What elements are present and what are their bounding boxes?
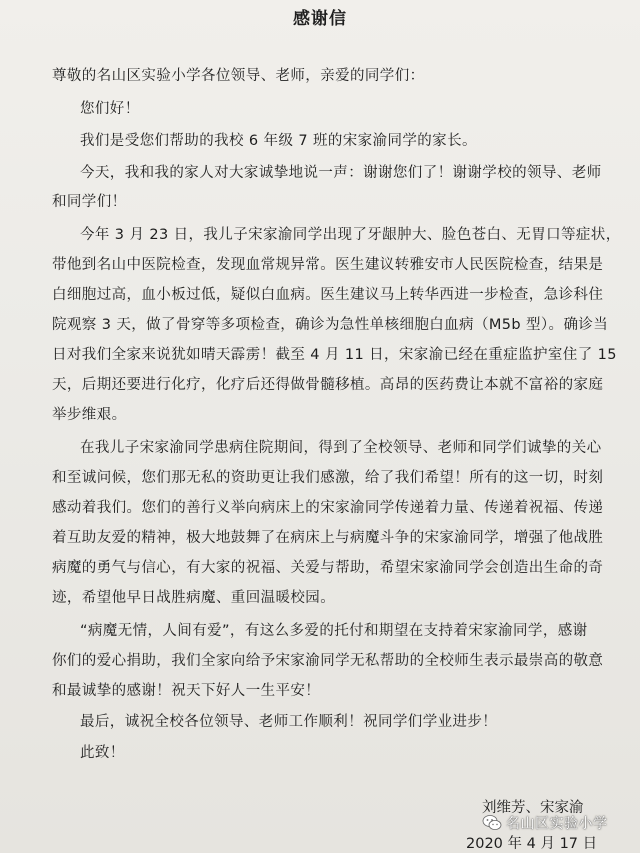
body-line: “病魔无情，人间有爱”，有这么多爱的托付和期望在支持着宋家渝同学，感谢 xyxy=(80,623,588,639)
body-line: 你们的爱心捐助，我们全家向给予宋家渝同学无私帮助的全校师生表示最崇高的敬意 xyxy=(52,653,604,669)
body-line: 今天，我和我的家人对大家诚挚地说一声：谢谢您们了！谢谢学校的领导、老师 xyxy=(80,165,602,181)
closing-line: 此致！ xyxy=(80,745,125,761)
body-line: 白细胞过高，血小板过低，疑似白血病。医生建议马上转华西进一步检查，急诊科住 xyxy=(52,287,604,303)
signature: 刘维芳、宋家渝 xyxy=(482,800,584,816)
body-line: 日对我们全家来说犹如晴天霹雳！截至 4 月 11 日，宋家渝已经在重症监护室住了 15 xyxy=(52,347,617,363)
wechat-icon xyxy=(482,814,502,832)
body-line: 今年 3 月 23 日，我儿子宋家渝同学出现了牙龈肿大、脸色苍白、无胃口等症状， xyxy=(80,227,621,243)
body-line: 病魔的勇气与信心，有大家的祝福、关爱与帮助，希望宋家渝同学会创造出生命的奇 xyxy=(52,560,604,576)
body-line: 天，后期还要进行化疗，化疗后还得做骨髓移植。高昂的医药费让本就不富裕的家庭 xyxy=(52,377,604,393)
salutation: 尊敬的名山区实验小学各位领导、老师，亲爱的同学们： xyxy=(52,68,425,84)
closing-line: 最后，诚祝全校各位领导、老师工作顺利！祝同学们学业进步！ xyxy=(80,714,498,730)
page-title: 感谢信 xyxy=(293,9,347,29)
watermark xyxy=(482,812,608,834)
body-line: 我们是受您们帮助的我校 6 年级 7 班的宋家渝同学的家长。 xyxy=(80,133,477,149)
body-line: 着互助友爱的精神，极大地鼓舞了在病床上与病魔斗争的宋家渝同学，增强了他战胜 xyxy=(52,530,604,546)
body-line: 迹，希望他早日战胜病魔、重回温暖校园。 xyxy=(52,590,336,606)
body-line: 感动着我们。您们的善行义举向病床上的宋家渝同学传递着力量、传递着祝福、传递 xyxy=(52,500,604,516)
body-line: 在我儿子宋家渝同学患病住院期间，得到了全校领导、老师和同学们诚挚的关心 xyxy=(80,440,602,456)
body-line: 和至诚问候，您们那无私的资助更让我们感激，给了我们希望！所有的这一切，时刻 xyxy=(52,470,604,486)
letter-date: 2020 年 4 月 17 日 xyxy=(466,836,598,852)
body-line: 带他到名山中医院检查，发现血常规异常。医生建议转雅安市人民医院检查，结果是 xyxy=(52,257,604,273)
body-line: 和最诚挚的感谢！祝天下好人一生平安！ xyxy=(52,683,321,699)
body-line: 举步维艰。 xyxy=(52,407,127,423)
greeting: 您们好！ xyxy=(80,101,140,117)
watermark-text: 名山区实验小学 xyxy=(506,816,608,832)
body-line: 院观察 3 天，做了骨穿等多项检查，确诊为急性单核细胞白血病（M5b 型）。确诊当 xyxy=(52,317,609,333)
body-line: 和同学们！ xyxy=(52,194,127,210)
